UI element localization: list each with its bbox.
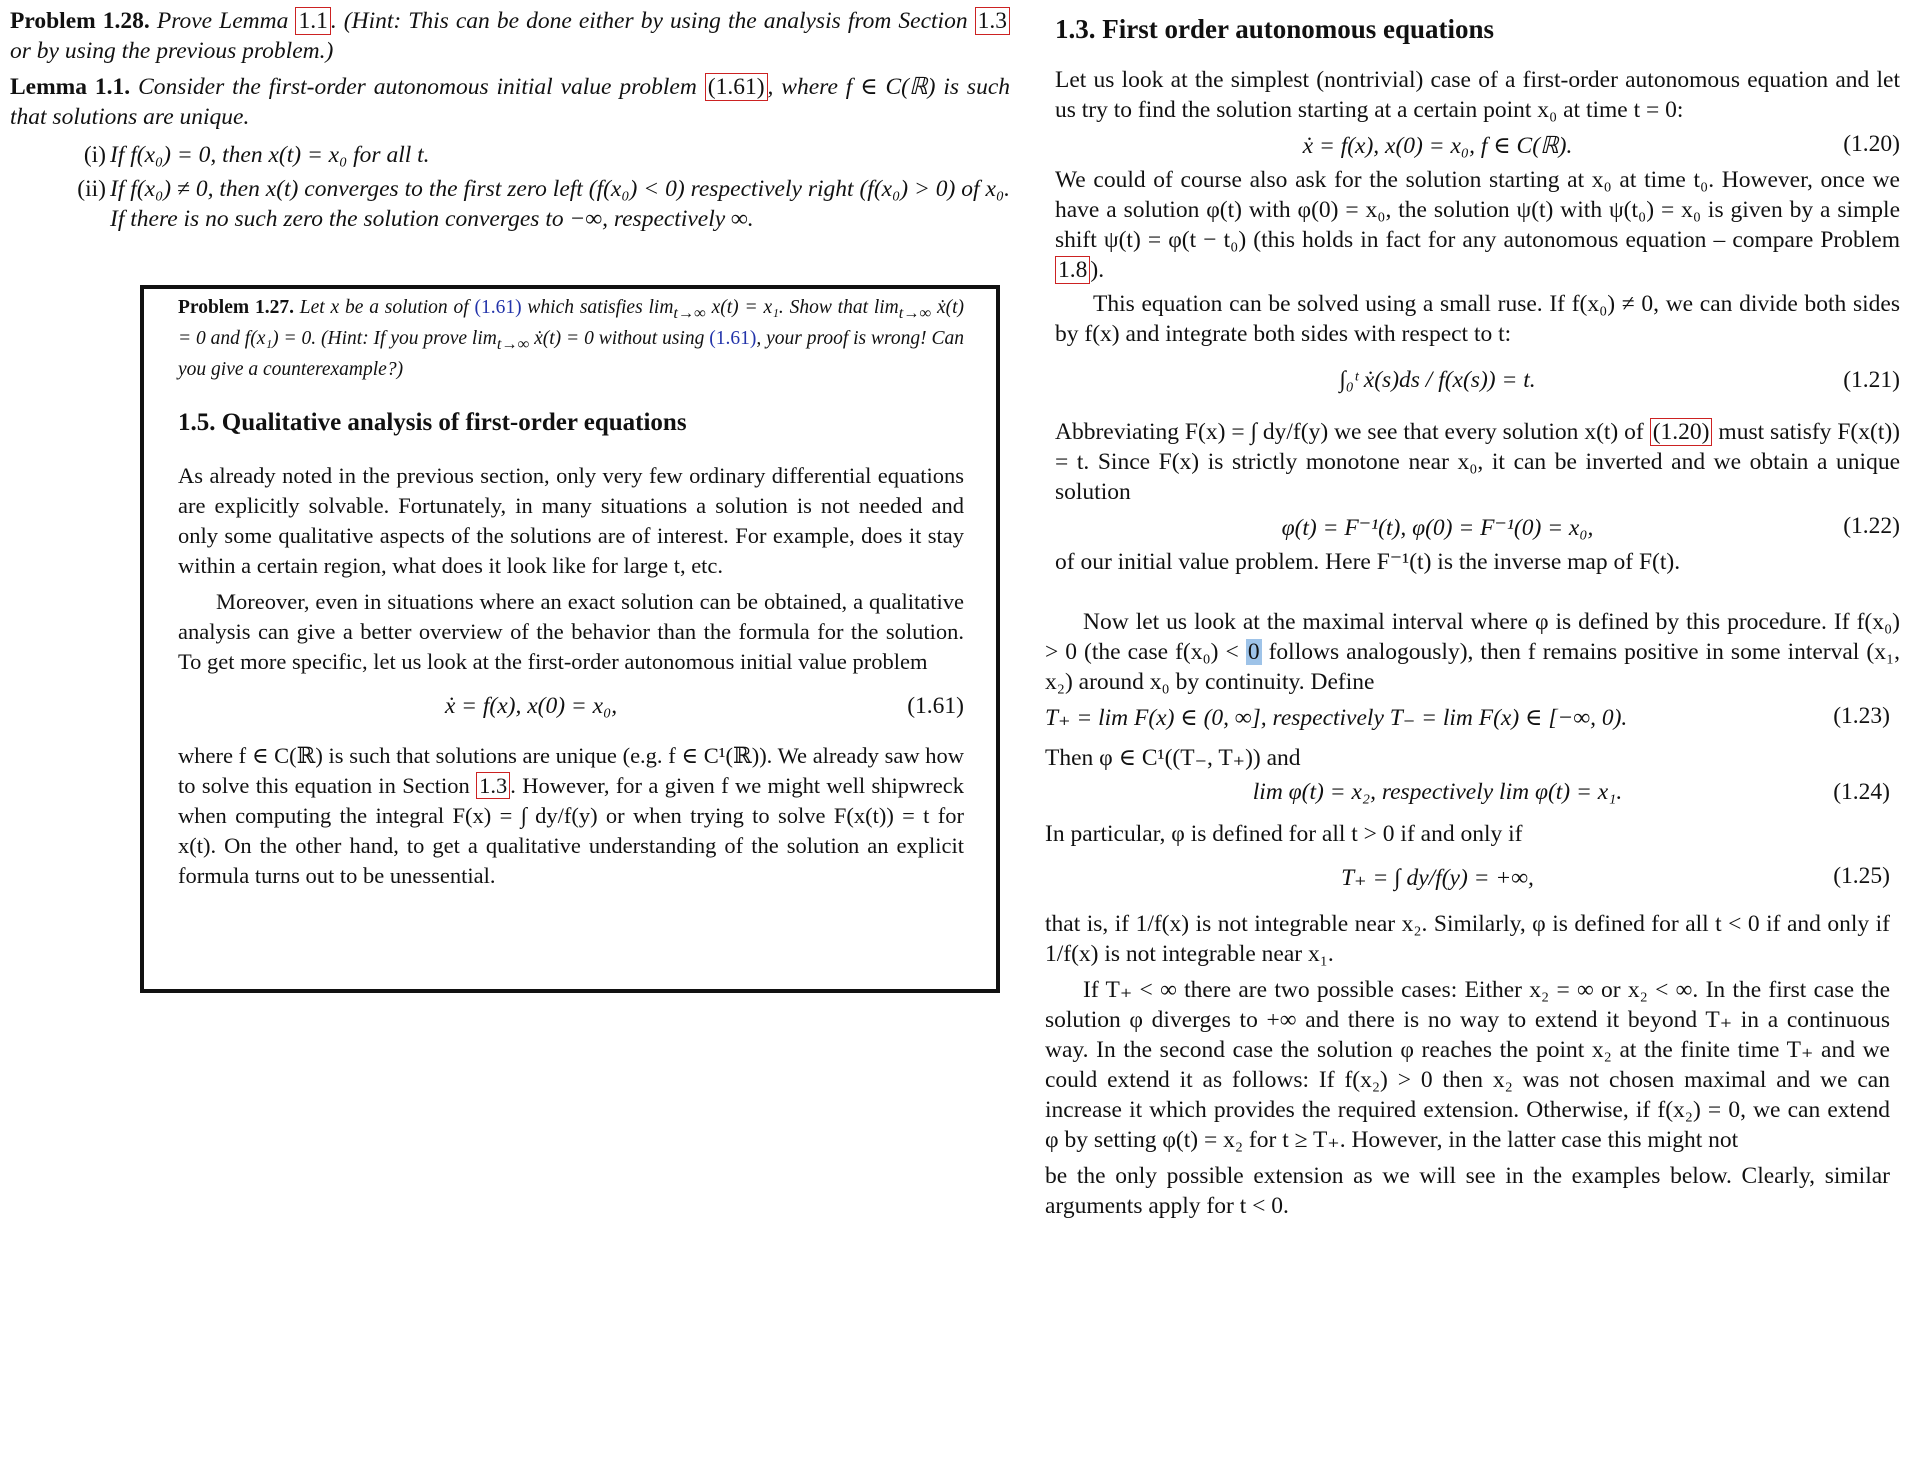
selected-text-highlight[interactable]: 0	[1247, 639, 1260, 665]
lemma-item: (i) If f(x₀) = 0, then x(t) = x₀ for all t.	[83, 142, 430, 168]
equation-1-24: lim φ(t) = x₂, respectively lim φ(t) = x₁. (1.24)	[1252, 779, 1890, 805]
equation-1-22: φ(t) = F⁻¹(t), φ(0) = F⁻¹(0) = x₀, (1.22)	[1281, 513, 1900, 541]
paragraph: Abbreviating F(x) = ∫ dy/f(y) we see that every solution x(t) of (1.20) must satisfy F(x(t)) = t. Since F(x) is strictly monotone near x₀, it can be inverted and we obtain a unique solution	[1055, 419, 1901, 505]
lemma-item: (ii) If f(x₀) ≠ 0, then x(t) converges to the first zero left (f(x₀) < 0) respectively right (f(x₀) > 0) of x₀. If there is no such zero the solution converges to −∞, respectively ∞.	[77, 176, 1010, 232]
paragraph: Moreover, even in situations where an exact solution can be obtained, a qualitative analysis can give a better overview of the behavior than the formula for the solution. To get more specific, let us look at the first-order autonomous initial value problem	[178, 588, 964, 674]
paragraph: In particular, φ is defined for all t > 0 if and only if	[1045, 821, 1523, 847]
paragraph: be the only possible extension as we will see in the examples below. Clearly, similar arguments apply for t < 0.	[1045, 1163, 1890, 1219]
lemma-1-1: Lemma 1.1. Consider the first-order autonomous initial value problem (1.61) , where f ∈ C(ℝ) is such that solutions are unique.	[10, 74, 1011, 130]
equation-1-23: T₊ = lim F(x) ∈ (0, ∞], respectively T₋ = lim F(x) ∈ [−∞, 0). (1.23)	[1045, 703, 1890, 731]
lemma-1-1-link[interactable]: 1.1	[295, 7, 330, 35]
paragraph: Let us look at the simplest (nontrivial) case of a first-order autonomous equation and let us try to find the solution starting at a certain point x₀ at time t = 0:	[1055, 67, 1900, 123]
problem-1-27: Problem 1.27. Let x be a solution of (1.61) which satisfies $\lim_{t\to\infty} x(t) = x_1$. Show that $\lim_{t\to\infty}$ ẋ(t) = 0 and f(x₁) = 0. (Hint: If you prove $\lim_{t\to\infty}$ ẋ(t) = 0 without using (1.61), your proof is wrong! Can you give a counterexample?)	[178, 297, 965, 380]
left-column	[10, 6, 1010, 234]
problem-1-28: Problem 1.28. Prove Lemma 1.1 . (Hint: This can be done either by using the analysis from Section 1.3 or by using the previous problem.)	[10, 6, 1010, 66]
lemma-label: Lemma 1.1.	[10, 74, 131, 100]
section-heading: 1.3. First order autonomous equations	[1055, 14, 1495, 44]
paragraph: of our initial value problem. Here F⁻¹(t) is the inverse map of F(t).	[1055, 549, 1681, 575]
eq-1-61-link[interactable]: (1.61)	[705, 73, 768, 101]
section-1-3-link[interactable]: 1.3	[476, 772, 510, 799]
paragraph: As already noted in the previous section, only very few ordinary differential equations are explicitly solvable. Fortunately, in many situations a solution is not needed and only some qualitative aspects of the solutions are of interest. For example, does it stay within a certain region, what does it look like for large t, etc.	[178, 462, 964, 578]
section-1-3-link[interactable]: 1.3	[975, 7, 1010, 35]
problem-1-28-label: Problem 1.28.	[10, 8, 150, 34]
paragraph: We could of course also ask for the solution starting at x₀ at time t₀. However, once we have a solution φ(t) with φ(0) = x₀, the solution ψ(t) with ψ(t₀) = x₀ is given by a simple shift ψ(t) = φ(t − t₀) (this holds in fact for any autonomous equation – compare Problem 1.8 ).	[1055, 167, 1900, 283]
equation-1-21: ∫₀ᵗ ẋ(s)ds / f(x(s)) = t. (1.21)	[1339, 367, 1900, 393]
paragraph: Now let us look at the maximal interval where φ is defined by this procedure. If f(x₀) > 0 (the case f(x₀) < 0 follows analogously), then f remains positive in some interval (x₁, x₂) around x₀ by continuity. Define	[1045, 609, 1901, 695]
problem-1-8-link[interactable]: 1.8	[1055, 256, 1090, 284]
paragraph: This equation can be solved using a small ruse. If f(x₀) ≠ 0, we can divide both sides by f(x) and integrate both sides with respect to t:	[1055, 291, 1900, 347]
paragraph: If T₊ < ∞ there are two possible cases: Either x₂ = ∞ or x₂ < ∞. In the first case the solution φ diverges to +∞ and there is no way to extend it beyond T₊ in a continuous way. In the second case the solution φ reaches the point x₂ at the finite time T₊ and we could extend it as follows: If f(x₂) > 0 then x₂ was not chosen maximal and we can increase it which provides the required extension. Otherwise, if f(x₂) = 0, we can extend φ by setting φ(t) = x₂ for t ≥ T₊. However, in the latter case this might not	[1045, 977, 1890, 1153]
paragraph: that is, if 1/f(x) is not integrable near x₂. Similarly, φ is defined for all t < 0 if and only if 1/f(x) is not integrable near x₁.	[1045, 911, 1890, 967]
equation-1-25: T₊ = ∫ dy/f(y) = +∞, (1.25)	[1341, 863, 1890, 891]
boxed-excerpt	[140, 285, 1000, 993]
paragraph: where f ∈ C(ℝ) is such that solutions are unique (e.g. f ∈ C¹(ℝ)). We already saw how to solve this equation in Section 1.3 . However, for a given f we might well shipwreck when computing the integral F(x) = ∫ dy/f(y) or when trying to solve F(x(t)) = t for x(t). On the other hand, to get a qualitative understanding of the solution an explicit formula turns out to be unessential.	[178, 742, 964, 888]
paragraph: Then φ ∈ C¹((T₋, T₊)) and	[1045, 745, 1301, 771]
equation-1-61: ẋ = f(x), x(0) = x₀, (1.61)	[444, 692, 964, 719]
eq-1-20-link[interactable]: (1.20)	[1650, 418, 1713, 446]
equation-1-20: ẋ = f(x), x(0) = x₀, f ∈ C(ℝ). (1.20)	[1302, 131, 1900, 159]
right-column	[1045, 14, 1901, 1221]
eq-1-61-link[interactable]: (1.61)	[474, 297, 522, 318]
section-heading: 1.5. Qualitative analysis of first-order equations	[178, 408, 687, 436]
eq-1-61-link[interactable]: (1.61)	[709, 327, 757, 349]
